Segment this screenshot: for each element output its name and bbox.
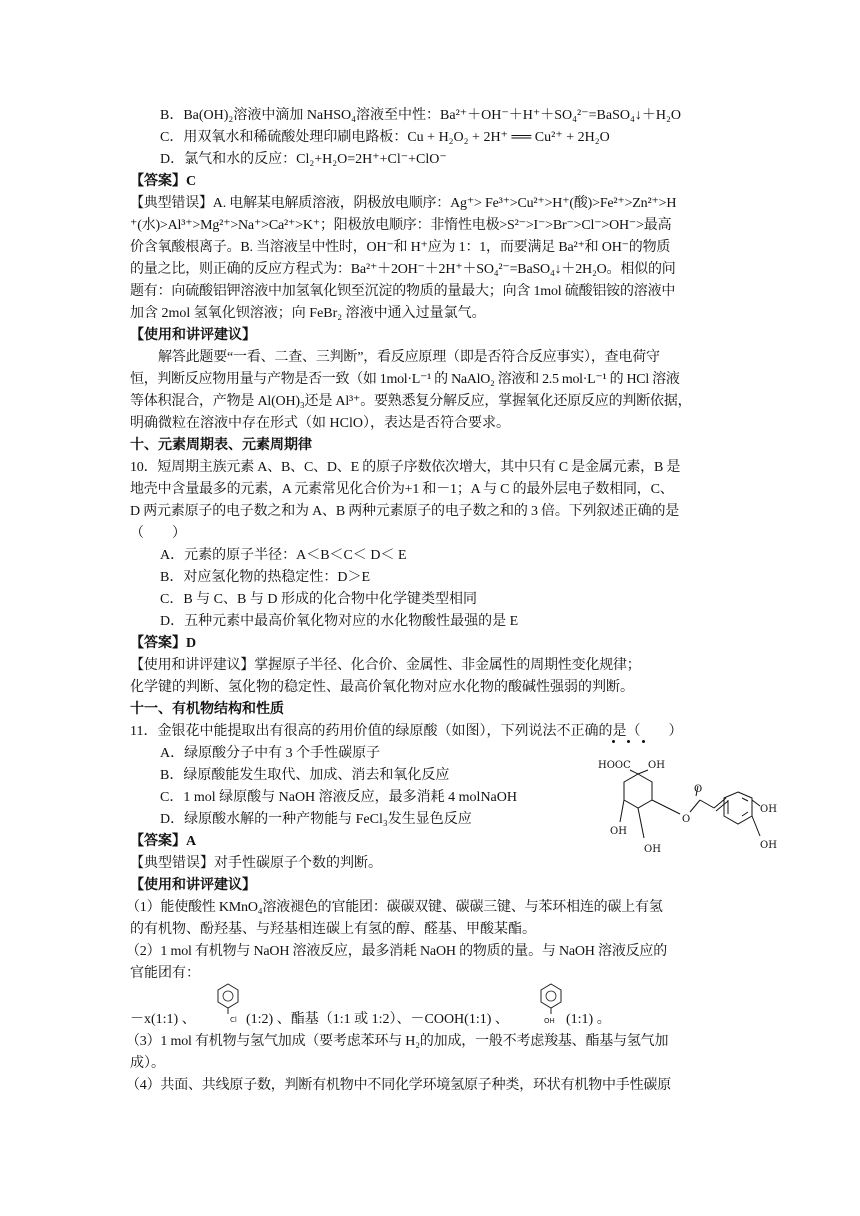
typical-error-q9: 【典型错误】A. 电解某电解质溶液，阴极放电顺序：Ag⁺> Fe³⁺>Cu²⁺>H⁺(酸)>Fe²⁺>Zn²⁺>H — [130, 196, 677, 211]
oh-label: OH — [544, 1017, 555, 1025]
paragraph-line: 化学键的判断、氢化物的稳定性、最高价氧化物对应水化物的酸碱性强弱的判断。 — [130, 680, 634, 695]
option-b-q11: B．绿原酸能发生取代、加成、消去和氧化反应 — [160, 768, 450, 783]
option-d-q10: D．五种元素中最高价氧化物对应的水化物酸性最强的是 E — [160, 614, 519, 629]
option-c-q10: C．B 与 C、B 与 D 形成的化合物中化学键类型相同 — [160, 592, 477, 607]
section-heading-10: 十、元素周期表、元素周期律 — [130, 438, 312, 453]
oh-label: OH — [648, 760, 665, 771]
paragraph-line: 的有机物、酚羟基、与羟基相连碳上有氢的醇、醛基、甲酸某酯。 — [130, 922, 536, 937]
typical-error-q11: 【典型错误】对手性碳原子个数的判断。 — [130, 856, 382, 871]
option-a-q11: A．绿原酸分子中有 3 个手性碳原子 — [160, 746, 381, 761]
option-c-q9: C．用双氧水和稀硫酸处理印刷电路板：Cu + H₂O₂ + 2H⁺ ══ Cu²⁺ + 2H₂O — [160, 130, 610, 145]
answer-q11: 【答案】A — [130, 834, 197, 849]
hooc-label: HOOC — [598, 760, 631, 771]
group-text: (1:2) 、酯基（1:1 或 1:2）、－COOH(1:1) 、 — [246, 1012, 509, 1027]
oh-label: OH — [610, 826, 627, 837]
question-10: 10．短周期主族元素 A、B、C、D、E 的原子序数依次增大，其中只有 C 是金属元素，B 是 — [130, 460, 681, 475]
option-a-q10: A．元素的原子半径：A＜B＜C＜ D＜ E — [160, 548, 407, 563]
option-c-q11: C．1 mol 绿原酸与 NaOH 溶液反应，最多消耗 4 molNaOH — [160, 790, 517, 805]
paragraph-line: 价含氧酸根离子。B. 当溶液呈中性时，OH⁻和 H⁺应为 1：1，而要满足 Ba²⁺和 OH⁻的物质 — [130, 240, 671, 255]
advice-heading-q9: 【使用和讲评建议】 — [130, 328, 256, 343]
paragraph-line: ⁺(水)>Al³⁺>Mg²⁺>Na⁺>Ca²⁺>K⁺；阳极放电顺序：非惰性电极>S²⁻>I⁻>Br⁻>Cl⁻>OH⁻>最高 — [130, 218, 672, 233]
option-b-q10: B．对应氢化物的热稳定性：D＞E — [160, 570, 370, 585]
group-x: －x(1:1) 、 — [130, 1012, 196, 1027]
advice-item-1: （1）能使酸性 KMnO₄溶液褪色的官能团：碳碳双键、碳碳三键、与苯环相连的碳上有氢 — [126, 900, 663, 915]
option-d-q9: D．氯气和水的反应：Cl₂+H₂O=2H⁺+Cl⁻+ClO⁻ — [160, 152, 447, 167]
advice-heading-q11: 【使用和讲评建议】 — [130, 878, 256, 893]
paragraph-line: 题有：向硫酸铝钾溶液中加氢氧化钡至沉淀的物质的量最大；向含 1mol 硫酸铝铵的溶液中 — [130, 284, 676, 299]
chlorobenzene-structure — [210, 980, 246, 1028]
answer-q9: 【答案】C — [130, 174, 197, 189]
paragraph-line: 官能团有： — [130, 966, 200, 981]
chlorogenic-acid-structure — [596, 752, 786, 856]
option-b-q9: B．Ba(OH)₂溶液中滴加 NaHSO₄溶液至中性：Ba²⁺＋OH⁻＋H⁺＋SO₄²⁻=BaSO₄↓＋H₂O — [160, 108, 681, 123]
paragraph-line: 明确微粒在溶液中存在形式（如 HClO），表达是否符合要求。 — [130, 416, 510, 431]
advice-item-3: （3）1 mol 有机物与氢气加成（要考虑苯环与 H₂的加成，一般不考虑羧基、酯基与氢气加 — [126, 1034, 669, 1049]
o-label: O — [682, 814, 691, 825]
oh-label: OH — [760, 840, 777, 851]
answer-q10: 【答案】D — [130, 636, 197, 651]
oh-label: OH — [760, 804, 777, 815]
paragraph-line: （ ） — [130, 526, 186, 541]
section-heading-11: 十一、有机物结构和性质 — [130, 702, 284, 717]
oh-label: OH — [644, 844, 661, 855]
phenol-structure — [536, 980, 566, 1028]
o-label: O — [694, 784, 703, 795]
paragraph-line: 地壳中含量最多的元素，A 元素常见化合价为+1 和－1；A 与 C 的最外层电子数相同，C、 — [130, 482, 674, 497]
paragraph-line: 等体积混合，产物是 Al(OH)₃还是 Al³⁺。要熟悉复分解反应，掌握氧化还原反应的判断依据， — [130, 394, 692, 409]
advice-q10: 【使用和讲评建议】掌握原子半径、化合价、金属性、非金属性的周期性变化规律； — [130, 658, 641, 673]
paragraph-line: 的量之比，则正确的反应方程式为：Ba²⁺＋2OH⁻＋2H⁺＋SO₄²⁻=BaSO₄↓＋2H₂O。相似的问 — [130, 262, 676, 277]
paragraph-line: 解答此题要“一看、二查、三判断”，看反应原理（即是否符合反应事实），查电荷守 — [158, 350, 660, 365]
group-phenol-ratio: (1:1) 。 — [566, 1012, 611, 1027]
emphasis-dots — [608, 740, 652, 744]
paragraph-line: 成）。 — [130, 1056, 165, 1071]
question-11: 11．金银花中能提取出有很高的药用价值的绿原酸（如图），下列说法不正确的是（ ） — [130, 724, 683, 739]
advice-item-4: （4）共面、共线原子数，判断有机物中不同化学环境氢原子种类，环状有机物中手性碳原 — [126, 1078, 671, 1093]
option-d-q11: D．绿原酸水解的一种产物能与 FeCl₃发生显色反应 — [160, 812, 472, 827]
cl-label: Cl — [230, 1016, 237, 1024]
paragraph-line: D 两元素原子的电子数之和为 A、B 两种元素原子的电子数之和的 3 倍。下列叙述正确的是 — [130, 504, 680, 519]
advice-item-2: （2）1 mol 有机物与 NaOH 溶液反应，最多消耗 NaOH 的物质的量。与 NaOH 溶液反应的 — [126, 944, 668, 959]
paragraph-line: 加含 2mol 氢氧化钡溶液；向 FeBr₂ 溶液中通入过量氯气。 — [130, 306, 486, 321]
paragraph-line: 恒，判断反应物用量与产物是否一致（如 1mol·L⁻¹ 的 NaAlO₂ 溶液和 2.5 mol·L⁻¹ 的 HCl 溶液 — [130, 372, 680, 387]
